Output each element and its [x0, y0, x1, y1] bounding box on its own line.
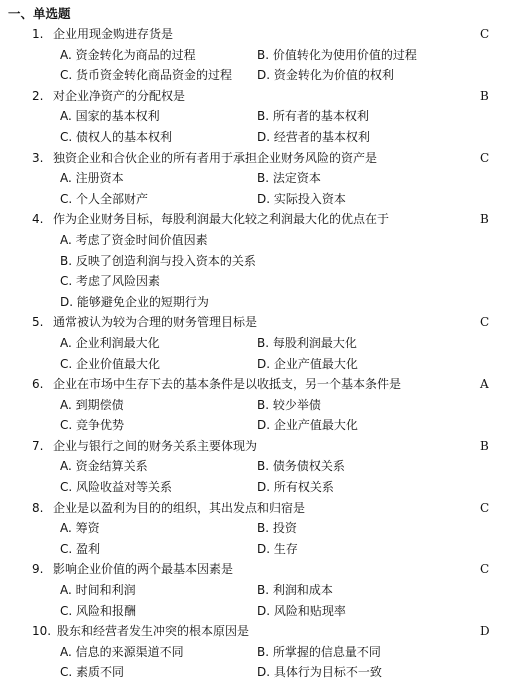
question-stem — [0, 559, 512, 580]
option-b: B. 较少举债 — [257, 397, 321, 412]
answer-key: C — [480, 150, 490, 165]
option-d: D. 生存 — [257, 541, 298, 556]
option-list — [0, 518, 512, 559]
option-row — [0, 65, 512, 86]
question-stem — [0, 86, 512, 107]
option-row — [0, 354, 512, 375]
answer-key: A — [480, 377, 489, 392]
option-row — [0, 251, 512, 272]
question-item — [0, 436, 512, 498]
option-b: B. 债务债权关系 — [257, 459, 345, 474]
option-a: A. 考虑了资金时间价值因素 — [60, 232, 208, 247]
question-item — [0, 86, 512, 148]
question-list — [0, 24, 512, 683]
question-stem — [0, 209, 512, 230]
option-row — [0, 662, 512, 683]
option-d: D. 所有权关系 — [257, 480, 334, 495]
question-text: 企业在市场中生存下去的基本条件是以收抵支，另一个基本条件是 — [53, 377, 402, 392]
option-b: B. 所有者的基本权利 — [257, 109, 369, 124]
question-stem — [0, 374, 512, 395]
question-number: 8. — [32, 500, 44, 515]
option-row — [0, 127, 512, 148]
question-stem — [0, 24, 512, 45]
question-text: 对企业净资产的分配权是 — [53, 88, 186, 103]
answer-key: D — [480, 624, 490, 639]
answer-key: B — [480, 212, 489, 227]
option-row — [0, 518, 512, 539]
option-list — [0, 395, 512, 436]
option-row — [0, 601, 512, 622]
question-number: 7. — [32, 438, 44, 453]
option-b: B. 利润和成本 — [257, 583, 333, 598]
question-number: 5. — [32, 315, 44, 330]
option-c: C. 素质不同 — [60, 665, 125, 680]
question-number: 3. — [32, 150, 44, 165]
option-a: A. 筹资 — [60, 521, 100, 536]
option-row — [0, 642, 512, 663]
question-text: 股东和经营者发生冲突的根本原因是 — [57, 624, 250, 639]
option-row — [0, 106, 512, 127]
option-c: C. 债权人的基本权利 — [60, 129, 173, 144]
option-row — [0, 168, 512, 189]
option-d: D. 风险和贴现率 — [257, 603, 346, 618]
option-c: C. 竞争优势 — [60, 418, 125, 433]
option-row — [0, 415, 512, 436]
question-item — [0, 209, 512, 312]
option-d: D. 实际投入资本 — [257, 191, 346, 206]
answer-key: C — [480, 27, 490, 41]
option-d: D. 资金转化为价值的权利 — [257, 68, 394, 83]
answer-key: C — [480, 500, 490, 515]
option-a: A. 信息的来源渠道不同 — [60, 644, 184, 659]
question-number: 9. — [32, 562, 44, 577]
option-row — [0, 230, 512, 251]
option-row — [0, 539, 512, 560]
option-c: C. 盈利 — [60, 541, 101, 556]
option-a: A. 时间和利润 — [60, 583, 136, 598]
option-b: B. 法定资本 — [257, 171, 321, 186]
answer-key: B — [480, 438, 489, 453]
option-d: D. 具体行为目标不一致 — [257, 665, 382, 680]
option-b: B. 所掌握的信息量不同 — [257, 644, 381, 659]
option-d: D. 企业产值最大化 — [257, 356, 358, 371]
option-list — [0, 45, 512, 86]
question-stem — [0, 312, 512, 333]
option-d: D. 企业产值最大化 — [257, 418, 358, 433]
option-d: D. 能够避免企业的短期行为 — [60, 294, 209, 309]
question-item — [0, 374, 512, 436]
answer-key: C — [480, 315, 490, 330]
question-text: 企业用现金购进存货是 — [53, 27, 174, 41]
question-item — [0, 312, 512, 374]
option-list — [0, 642, 512, 683]
option-a: A. 资金转化为商品的过程 — [60, 47, 196, 62]
question-number: 2. — [32, 88, 44, 103]
question-number: 1. — [32, 27, 44, 41]
option-c: C. 个人全部财产 — [60, 191, 149, 206]
question-number: 4. — [32, 212, 44, 227]
answer-key: C — [480, 562, 490, 577]
question-number: 10. — [32, 624, 52, 639]
option-row — [0, 477, 512, 498]
section-title: 一、单选题 — [8, 6, 71, 21]
option-c: C. 企业价值最大化 — [60, 356, 161, 371]
option-row — [0, 189, 512, 210]
option-row — [0, 292, 512, 313]
option-a: A. 注册资本 — [60, 171, 124, 186]
option-b: B. 投资 — [257, 521, 297, 536]
question-text: 通常被认为较为合理的财务管理目标是 — [53, 315, 258, 330]
question-text: 独资企业和合伙企业的所有者用于承担企业财务风险的资产是 — [53, 150, 378, 165]
option-list — [0, 168, 512, 209]
option-row — [0, 456, 512, 477]
option-a: A. 国家的基本权利 — [60, 109, 160, 124]
option-a: A. 资金结算关系 — [60, 459, 148, 474]
option-row — [0, 580, 512, 601]
option-list — [0, 456, 512, 497]
question-item — [0, 498, 512, 560]
option-row — [0, 333, 512, 354]
question-number: 6. — [32, 377, 44, 392]
question-item — [0, 148, 512, 210]
question-stem — [0, 621, 512, 642]
question-item — [0, 621, 512, 683]
option-b: B. 价值转化为使用价值的过程 — [257, 47, 417, 62]
option-b: B. 反映了创造利润与投入资本的关系 — [60, 253, 256, 268]
option-d: D. 经营者的基本权利 — [257, 129, 370, 144]
option-row — [0, 271, 512, 292]
option-c: C. 货币资金转化商品资金的过程 — [60, 68, 233, 83]
question-text: 作为企业财务目标，每股利润最大化较之利润最大化的优点在于 — [53, 212, 390, 227]
question-stem — [0, 498, 512, 519]
question-item — [0, 24, 512, 86]
option-c: C. 风险和报酬 — [60, 603, 137, 618]
question-text: 影响企业价值的两个最基本因素是 — [53, 562, 234, 577]
option-list — [0, 230, 512, 312]
option-list — [0, 106, 512, 147]
answer-key: B — [480, 88, 489, 103]
option-list — [0, 580, 512, 621]
question-text: 企业与银行之间的财务关系主要体现为 — [53, 438, 258, 453]
option-row — [0, 45, 512, 66]
option-b: B. 每股利润最大化 — [257, 335, 357, 350]
option-a: A. 企业利润最大化 — [60, 335, 160, 350]
option-a: A. 到期偿债 — [60, 397, 124, 412]
question-text: 企业是以盈利为目的的组织，其出发点和归宿是 — [53, 500, 306, 515]
option-list — [0, 333, 512, 374]
option-c: C. 考虑了风险因素 — [60, 274, 161, 289]
question-item — [0, 559, 512, 621]
question-stem — [0, 436, 512, 457]
question-stem — [0, 148, 512, 169]
option-c: C. 风险收益对等关系 — [60, 480, 173, 495]
option-row — [0, 395, 512, 416]
